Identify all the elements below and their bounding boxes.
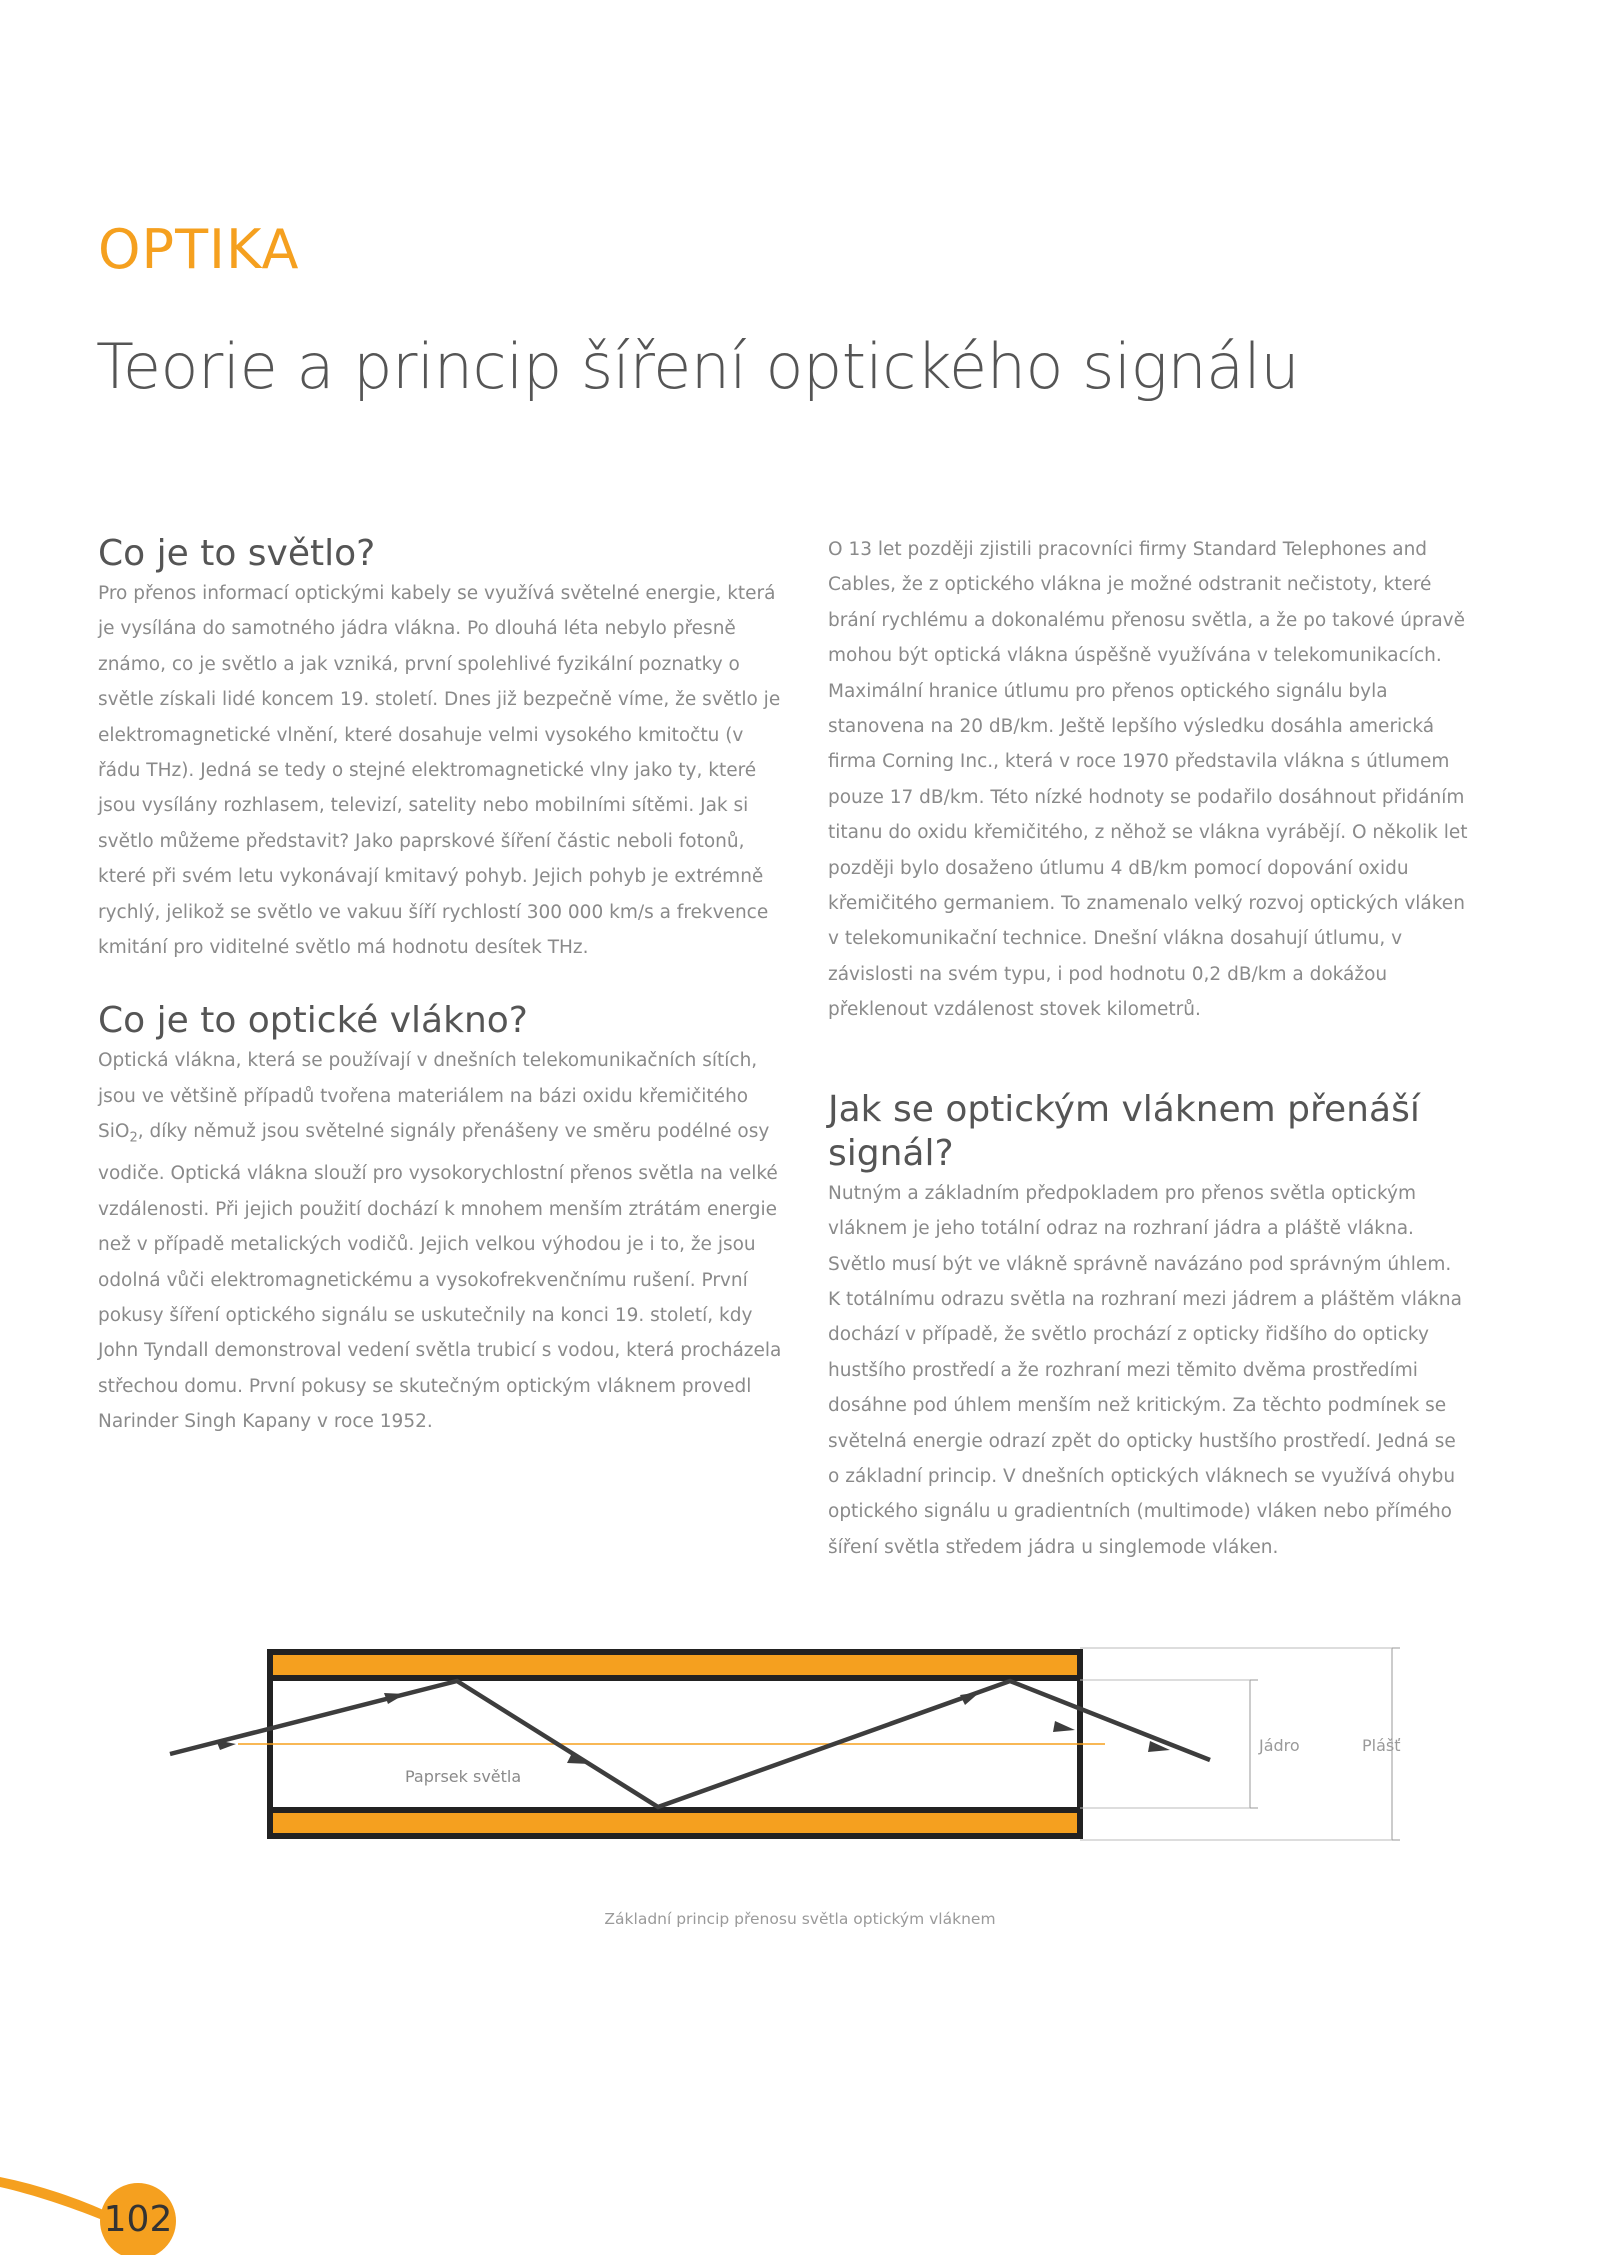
accent-swoosh <box>0 2177 110 2219</box>
paragraph-signal: Nutným a základním předpokladem pro přenos světla optickým vláknem je jeho totální odraz na rozhraní jádra a pláště vlákna. Světlo musí být ve vlákně správně navázáno pod správným úhlem. K totálnímu odrazu světla na rozhraní mezi jádrem a pláštěm vlákna dochází v případě, že světlo prochází z opticky řidšího do opticky hustšího prostředí a že rozhraní mezi těmito dvěma prostředími dosáhne pod úhlem menším než kritickým. Za těchto podmínek se světelná energie odrazí zpět do opticky hustšího prostředí. Jedná se o základní princip. V dnešních optických vláknech se využívá ohybu optického signálu u gradientních (multimode) vláken nebo přímého šíření světla středem jádra u singlemode vláken. <box>828 1182 1462 1558</box>
subscript-2: 2 <box>129 1130 138 1146</box>
heading-how-signal: Jak se optickým vláknem přenáší signál? <box>828 1088 1420 1174</box>
paragraph-fiber-part2: , díky němuž jsou světelné signály přenášeny ve směru podélné osy vodiče. Optická vlákna slouží pro vysokorychlostní přenos světla na velké vzdálenosti. Při jejich použití dochází k mnohem menším ztrátám energie než v případě metalických vodičů. Jejich velkou výhodou je i to, že jsou odolná vůči elektromagnetickému a vysokofrekvenčnímu rušení. První pokusy šíření optického signálu se uskutečnily na konci 19. století, kdy John Tyndall demonstroval vedení světla trubicí s vodou, která procházela střechou domu. První pokusy se skutečným optickým vláknem provedl Narinder Singh Kapany v roce 1952. <box>98 1121 782 1433</box>
fiber-diagram <box>160 1640 1420 1860</box>
left-column <box>98 532 788 1440</box>
heading-what-is-light: Co je to světlo? <box>98 533 376 574</box>
paragraph-fiber <box>98 1043 788 1439</box>
page-number: 102 <box>103 2199 173 2240</box>
paragraph-light: Pro přenos informací optickými kabely se využívá světelné energie, která je vysílána do samotného jádra vlákna. Po dlouhá léta nebylo přesně známo, co je světlo a jak vzniká, první spolehlivé fyzikální poznatky o světle získali lidé koncem 19. století. Dnes již bezpečně víme, že světlo je elektromagnetické vlnění, které dosahuje velmi vysokého kmitočtu (v řádu THz). Jedná se tedy o stejné elektromagnetické vlny jako ty, které jsou vysílány rozhlasem, televizí, satelity nebo mobilními sítěmi. Jak si světlo můžeme představit? Jako paprskové šíření částic neboli fotonů, které při svém letu vykonávají kmitavý pohyb. Jejich pohyb je extrémně rychlý, jelikož se světlo ve vakuu šíří rychlostí 300 000 km/s a frekvence kmitání pro viditelné světlo má hodnotu desítek THz. <box>98 583 781 959</box>
cladding-bottom <box>273 1813 1077 1833</box>
cladding-top <box>273 1655 1077 1675</box>
heading-what-is-fiber: Co je to optické vlákno? <box>98 1000 528 1042</box>
right-column <box>828 532 1468 1565</box>
paragraph-fiber-part1: Optická vlákna, která se používají v dnešních telekomunikačních sítích, jsou ve většině případů tvořena materiálem na bázi oxidu křemičitého SiO <box>98 1050 758 1143</box>
page-title: Teorie a princip šíření optického signálu <box>96 330 1300 403</box>
label-ray: Paprsek světla <box>405 1767 522 1786</box>
arrow-5 <box>1053 1721 1075 1732</box>
diagram-caption: Základní princip přenosu světla optickým vláknem <box>604 1910 996 1928</box>
arrow-4 <box>960 1692 980 1705</box>
label-cladding: Plášť <box>1362 1736 1401 1755</box>
section-title: OPTIKA <box>98 218 300 281</box>
arrow-2 <box>384 1693 405 1704</box>
paragraph-history: O 13 let později zjistili pracovníci firmy Standard Telephones and Cables, že z optického vlákna je možné odstranit nečistoty, které brání rychlému a dokonalému přenosu světla, a že po takové úpravě mohou být optická vlákna úspěšně využívána v telekomunikacích. Maximální hranice útlumu pro přenos optického signálu byla stanovena na 20 dB/km. Ještě lepšího výsledku dosáhla americká firma Corning Inc., která v roce 1970 představila vlákna s útlumem pouze 17 dB/km. Této nízké hodnoty se podařilo dosáhnout přidáním titanu do oxidu křemičitého, z něhož se vlákna vyrábějí. O několik let později bylo dosaženo útlumu 4 dB/km pomocí dopování oxidu křemičitého germaniem. To znamenalo velký rozvoj optických vláken v telekomunikační technice. Dnešní vlákna dosahují útlumu, v závislosti na svém typu, i pod hodnotu 0,2 dB/km a dokážou překlenout vzdálenost stovek kilometrů. <box>828 539 1468 1021</box>
label-core: Jádro <box>1259 1736 1300 1755</box>
